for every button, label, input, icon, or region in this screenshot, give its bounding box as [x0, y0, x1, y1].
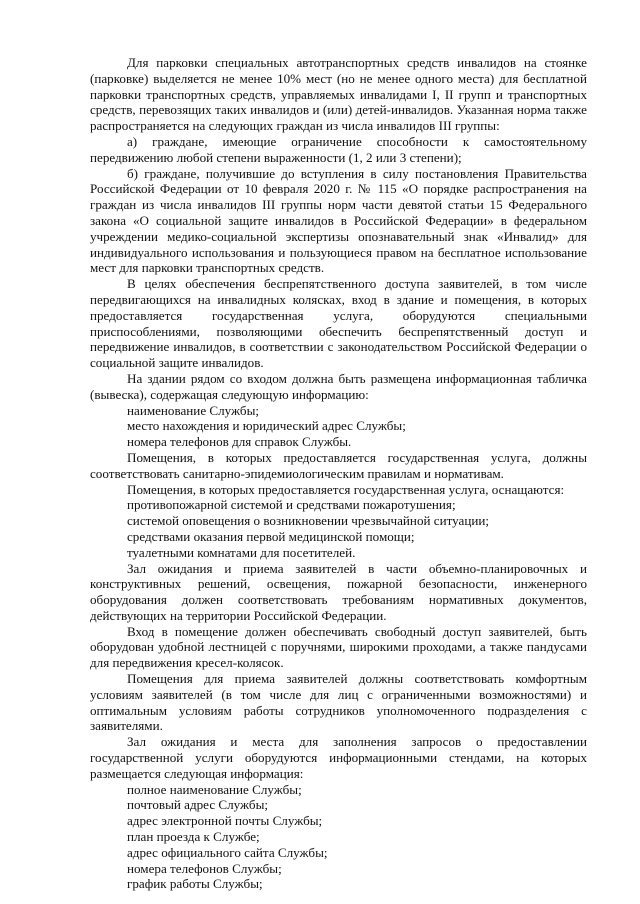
list-item: график работы Службы;	[127, 876, 263, 892]
list-item: адрес официального сайта Службы;	[127, 844, 328, 860]
list-item: туалетными комнатами для посетителей.	[127, 544, 356, 560]
list-item: адрес электронной почты Службы;	[127, 813, 323, 829]
paragraph-item-b: б) граждане, получившие до вступления в силу постановления Правительства Российской Федерации от 10 февраля 2020 г. № 115 «О порядке распространения на граждан из числа инвалидов III группы норм части девятой статьи 15 Федерального закона «О социальной защите инвалидов в Российской Федерации» в федеральном учреждении медико-социальной экспертизы опознавательный знак «Инвалид» для индивидуального использования и пользующиеся правом на бесплатное использование мест для парковки транспортных средств.	[90, 165, 587, 276]
list-item: план проезда к Службе;	[127, 829, 260, 845]
list-item: наименование Службы;	[127, 402, 260, 418]
list-item: место нахождения и юридический адрес Службы;	[127, 418, 406, 434]
paragraph-sanitary: Помещения, в которых предоставляется государственная услуга, должны соответствовать санитарно-эпидемиологическим правилам и нормативам.	[90, 449, 587, 481]
paragraph-waiting-hall: Зал ожидания и приема заявителей в части объемно-планировочных и конструктивных решений, освещения, пожарной безопасности, инженерного оборудования должен соответствовать требованиям нормативных документов, действующих на территории Российской Федерации.	[90, 560, 587, 623]
list-item: системой оповещения о возникновении чрезвычайной ситуации;	[127, 513, 489, 529]
list-item: полное наименование Службы;	[127, 781, 302, 797]
list-item: средствами оказания первой медицинской помощи;	[127, 528, 415, 544]
paragraph-entrance: Вход в помещение должен обеспечивать свободный доступ заявителей, быть оборудован удобной лестницей с поручнями, широкими проходами, а также пандусами для передвижения кресел-колясок.	[90, 623, 587, 671]
list-item: номера телефонов Службы;	[127, 860, 282, 876]
list-item: почтовый адрес Службы;	[127, 797, 269, 813]
paragraph-equipment: Помещения, в которых предоставляется государственная услуга, оснащаются:	[127, 481, 565, 497]
paragraph-reception-rooms: Помещения для приема заявителей должны соответствовать комфортным условиям заявителей (в том числе для лиц с ограниченными возможностями) и оптимальным условиям работы сотрудников уполномоченного подразделения с заявителями.	[90, 671, 587, 734]
document-body	[90, 55, 587, 892]
paragraph-accessibility: В целях обеспечения беспрепятственного доступа заявителей, в том числе передвигающихся на инвалидных колясках, вход в здание и помещения, в которых предоставляется государственная услуга, оборудуются специальными приспособлениями, позволяющими обеспечить беспрепятственный доступ и передвижение инвалидов, в соответствии с законодательством Российской Федерации о социальной защите инвалидов.	[90, 276, 587, 371]
paragraph-parking: Для парковки специальных автотранспортных средств инвалидов на стоянке (парковке) выделяется не менее 10% мест (но не менее одного места) для бесплатной парковки транспортных средств, управляемых инвалидами I, II групп и транспортных средств, перевозящих таких инвалидов и (или) детей-инвалидов. Указанная норма также распространяется на следующих граждан из числа инвалидов III группы:	[90, 55, 587, 134]
list-item: номера телефонов для справок Службы.	[127, 434, 352, 450]
list-item: противопожарной системой и средствами пожаротушения;	[127, 497, 456, 513]
paragraph-info-stands: Зал ожидания и места для заполнения запросов о предоставлении государственной услуги оборудуются информационными стендами, на которых размещается следующая информация:	[90, 734, 587, 781]
paragraph-signboard: На здании рядом со входом должна быть размещена информационная табличка (вывеска), содержащая следующую информацию:	[90, 370, 587, 402]
paragraph-item-a: а) граждане, имеющие ограничение способности к самостоятельному передвижению любой степени выраженности (1, 2 или 3 степени);	[90, 133, 587, 165]
